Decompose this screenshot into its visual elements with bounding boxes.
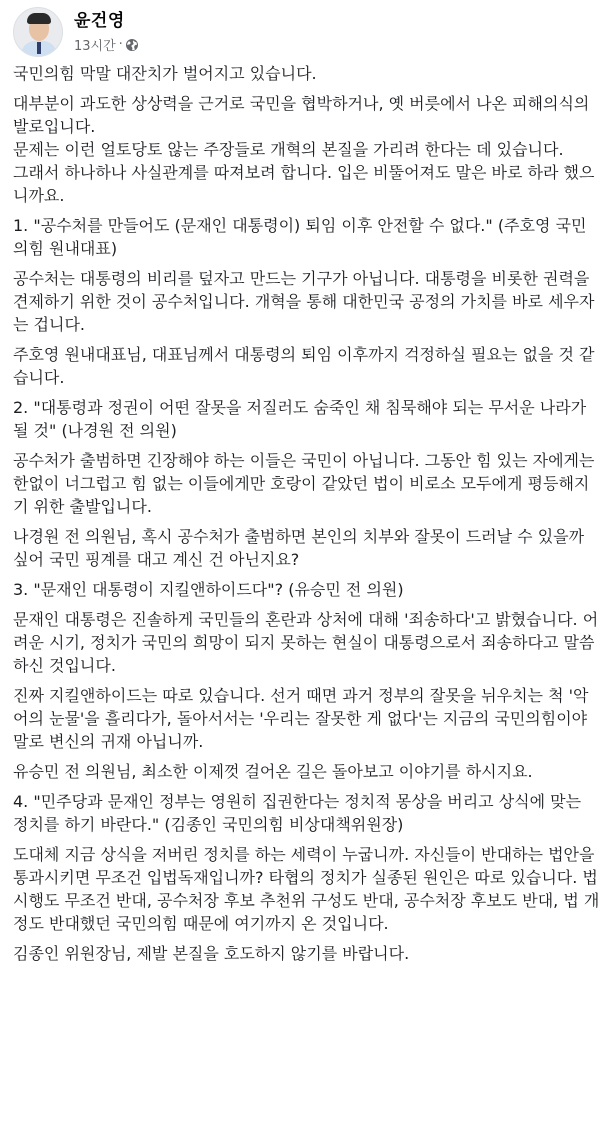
author-name[interactable]: 윤건영 — [74, 11, 125, 31]
avatar-tie — [37, 42, 41, 54]
post-paragraph: 1. "공수처를 만들어도 (문재인 대통령이) 퇴임 이후 안전할 수 없다." (주호영 국민의힘 원내대표) — [13, 216, 587, 258]
post-body — [0, 62, 613, 965]
post-paragraph: 3. "문재인 대통령이 지킬앤하이드다"? (유승민 전 의원) — [13, 580, 404, 599]
post-paragraph: 도대체 지금 상식을 저버린 정치를 하는 세력이 누굽니까. 자신들이 반대하는 법안을 통과시키면 무조건 입법독재입니까? 타협의 정치가 실종된 원인은 따로 있습니다. 법 시행도 무조건 반대, 공수처장 후보 추천위 구성도 반대, 공수처장 후보도 반대, 법 개정도 반대했던 국민의힘 때문에 여기까지 온 것입니다. — [13, 845, 600, 933]
post-paragraph: 주호영 원내대표님, 대표님께서 대통령의 퇴임 이후까지 걱정하실 필요는 없을 것 같습니다. — [13, 345, 595, 387]
post-meta — [74, 35, 138, 54]
meta-separator: · — [118, 37, 123, 52]
post-timestamp[interactable]: 13시간 — [74, 39, 116, 54]
post-paragraph: 나경원 전 의원님, 혹시 공수처가 출범하면 본인의 치부와 잘못이 드러날 수 있을까 싶어 국민 핑계를 대고 계신 건 아닌지요? — [13, 527, 585, 569]
avatar-hair — [27, 13, 51, 24]
post-paragraph: 공수처가 출범하면 긴장해야 하는 이들은 국민이 아닙니다. 그동안 힘 있는 자에게는 한없이 너그럽고 힘 없는 이들에게만 호랑이 같았던 법이 비로소 모두에게 평등해지기 위한 출발입니다. — [13, 451, 595, 516]
post-paragraph: 대부분이 과도한 상상력을 근거로 국민을 협박하거나, 옛 버릇에서 나온 피해의식의 발로입니다. — [13, 94, 590, 136]
post-paragraph: 공수처는 대통령의 비리를 덮자고 만드는 기구가 아닙니다. 대통령을 비롯한 권력을 견제하기 위한 것이 공수처입니다. 개혁을 통해 대한민국 공정의 가치를 바로 세우자는 겁니다. — [13, 269, 595, 334]
post-paragraph: 진짜 지킬앤하이드는 따로 있습니다. 선거 때면 과거 정부의 잘못을 뉘우치는 척 '악어의 눈물'을 흘리다가, 돌아서서는 '우리는 잘못한 게 없다'는 지금의 국민의힘이야말로 변신의 귀재 아닙니까. — [13, 686, 589, 751]
globe-icon[interactable] — [126, 39, 138, 51]
post-header — [0, 0, 613, 62]
post-paragraph: 문재인 대통령은 진솔하게 국민들의 혼란과 상처에 대해 '죄송하다'고 밝혔습니다. 어려운 시기, 정치가 국민의 희망이 되지 못하는 현실이 대통령으로서 죄송하다고 말씀하신 것입니다. — [13, 610, 599, 675]
post-paragraph: 4. "민주당과 문재인 정부는 영원히 집권한다는 정치적 몽상을 버리고 상식에 맞는 정치를 하기 바란다." (김종인 국민의힘 비상대책위원장) — [13, 792, 582, 834]
post-paragraph: 2. "대통령과 정권이 어떤 잘못을 저질러도 숨죽인 채 침묵해야 되는 무서운 나라가 될 것" (나경원 전 의원) — [13, 398, 587, 440]
post-paragraph: 유승민 전 의원님, 최소한 이제껏 걸어온 길은 돌아보고 이야기를 하시지요. — [13, 762, 533, 781]
avatar[interactable] — [13, 7, 63, 57]
post-paragraph: 그래서 하나하나 사실관계를 따져보려 합니다. 입은 비뚤어져도 말은 바로 하라 했으니까요. — [13, 163, 595, 205]
post-paragraph: 문제는 이런 얼토당토 않는 주장들로 개혁의 본질을 가리려 한다는 데 있습니다. — [13, 140, 564, 159]
post-paragraph: 국민의힘 막말 대잔치가 벌어지고 있습니다. — [13, 64, 317, 83]
post-paragraph: 김종인 위원장님, 제발 본질을 호도하지 않기를 바랍니다. — [13, 944, 410, 963]
